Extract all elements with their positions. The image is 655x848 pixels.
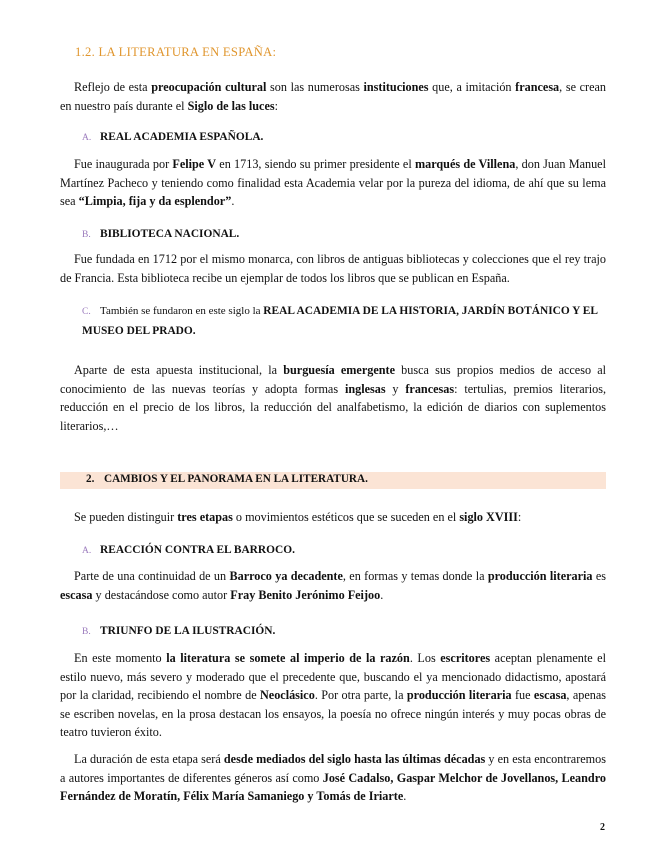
subheading-triunfo (82, 625, 275, 637)
list-marker: A. (82, 133, 92, 143)
section-title: CAMBIOS Y EL PANORAMA EN LA LITERATURA. (104, 473, 368, 485)
list-marker: B. (82, 230, 91, 240)
text-run: La duración de esta etapa será (74, 752, 224, 766)
text-run: o movimientos estéticos que se suceden en el (232, 510, 460, 524)
text-run: Fue inaugurada por (74, 157, 173, 171)
burguesia-paragraph (60, 361, 606, 435)
text-run: , en formas y temas donde la (342, 569, 488, 583)
section-number: 2. (86, 473, 95, 485)
text-run: y destacándose como autor (92, 587, 231, 602)
text-run: . Los (409, 651, 441, 665)
subheading-text: TRIUNFO DE LA ILUSTRACIÓN. (100, 625, 276, 637)
subheading-text: REACCIÓN CONTRA EL BARROCO. (100, 544, 295, 556)
rae-paragraph (60, 155, 606, 211)
list-marker: B. (82, 627, 91, 637)
subheading-biblioteca (82, 228, 239, 240)
subheading-rae (82, 131, 263, 143)
bold-run: francesas (405, 381, 455, 396)
text-run: . Por otra parte, la (314, 688, 407, 703)
text-run: , apenas se escriben novelas, en la prosa destacan los ensayos, la poesía no ofrece ningún interés y muy pocas obras de teatro tuvieron éxito. (60, 688, 607, 740)
bold-run: José Cadalso, Gaspar Melchor de Jovellanos, Leandro Fernández de Moratín, Félix María Samaniego y Tomás de Iriarte (60, 770, 606, 804)
text-run: , se crean en nuestro país durante el (60, 80, 607, 113)
text-run: y en esta encontraremos a autores importantes de diferentes géneros así como (60, 752, 606, 785)
bold-run: escritores (440, 651, 491, 665)
section2-heading (86, 473, 368, 485)
text-run: y (385, 381, 406, 396)
bold-run: Fray Benito Jerónimo Feijoo (230, 587, 381, 602)
bold-run: escasa (60, 587, 93, 602)
text-run: son las numerosas (266, 80, 364, 94)
text-run: Parte de una continuidad de un (74, 569, 230, 583)
text-run: Fue fundada en 1712 por el mismo monarca, con libros de antiguas bibliotecas y colecciones que el rey trajo de Francia. Esta biblioteca recibe un ejemplar de todos los libros que se publican en España. (60, 252, 606, 285)
triunfo-paragraph (60, 649, 606, 742)
bold-run: siglo XVIII (459, 510, 518, 524)
bold-run: marqués de Villena (414, 157, 516, 171)
list-marker: C. (82, 307, 91, 317)
text-run: Se pueden distinguir (74, 510, 178, 524)
bold-run: Felipe V (172, 157, 217, 171)
bold-run: Barroco ya decadente (229, 569, 343, 583)
text-run: Aparte de esta apuesta institucional, la (74, 363, 284, 377)
text-run: , don Juan Manuel Martínez Pacheco y teniendo como finalidad esta Academia velar por la pureza del idioma, de ahí que su lema sea (60, 157, 606, 209)
bold-run: Neoclásico (259, 688, 315, 703)
bold-run: “Limpia, fija y da esplendor” (78, 194, 232, 209)
subheading-text: BIBLIOTECA NACIONAL. (100, 228, 240, 240)
list-marker: A. (82, 546, 92, 556)
text-run: . (380, 587, 384, 602)
text-run: aceptan plenamente el estilo nuevo, más severo y moderado que el precedente que, buscando el ya mencionado didactismo, apostará por la claridad, recibiendo el nombre de (60, 651, 606, 703)
section-heading: 1.2. LA LITERATURA EN ESPAÑA: (75, 45, 277, 59)
subheading-text: REAL ACADEMIA ESPAÑOLA. (100, 131, 264, 143)
bold-run: la literatura se somete al imperio de la razón (166, 651, 410, 665)
reaccion-paragraph (60, 567, 606, 604)
text-run: en 1713, siendo su primer presidente el (216, 157, 415, 171)
text-run: busca sus propios medios de acceso al conocimiento de las nuevas teorías y adopta formas (60, 363, 607, 396)
etapas-paragraph (60, 508, 606, 527)
text-run: fue (511, 688, 534, 703)
bold-run: inglesas (344, 381, 386, 396)
duracion-paragraph (60, 750, 606, 806)
bold-run: tres etapas (177, 510, 233, 524)
subheading-reaccion (82, 544, 295, 556)
text-run: En este momento (74, 651, 167, 665)
text-run: : tertulias, premios literarios, reducción en el precio de los libros, la reducción del analfabetismo, la edición de diarios con suplementos literarios,… (60, 381, 606, 433)
bold-run: Siglo de las luces (187, 98, 275, 113)
bold-run: preocupación cultural (151, 80, 267, 94)
text-run: que, a imitación (428, 80, 516, 94)
bold-run: instituciones (363, 80, 429, 94)
bold-run: desde mediados del siglo hasta las últimas décadas (223, 752, 486, 766)
text-run: : (517, 510, 522, 524)
bold-run: producción literaria (487, 569, 593, 583)
bold-run: REAL ACADEMIA DE LA HISTORIA, JARDÍN BOTÁNICO Y EL MUSEO DEL PRADO. (82, 305, 598, 337)
bold-run: francesa (515, 80, 560, 94)
biblioteca-paragraph (60, 250, 606, 287)
bold-run: producción literaria (406, 688, 512, 703)
text-run: : (274, 98, 278, 113)
text-run: . (403, 789, 407, 804)
page-number: 2 (600, 822, 605, 833)
text-run: Reflejo de esta (74, 80, 152, 94)
text-run: . (231, 194, 235, 209)
intro-paragraph (60, 78, 606, 115)
item-c (82, 302, 606, 340)
text-run: es (592, 569, 607, 583)
bold-run: escasa (533, 688, 567, 703)
bold-run: burguesía emergente (283, 363, 395, 377)
text-run: También se fundaron en este siglo la (100, 305, 264, 317)
